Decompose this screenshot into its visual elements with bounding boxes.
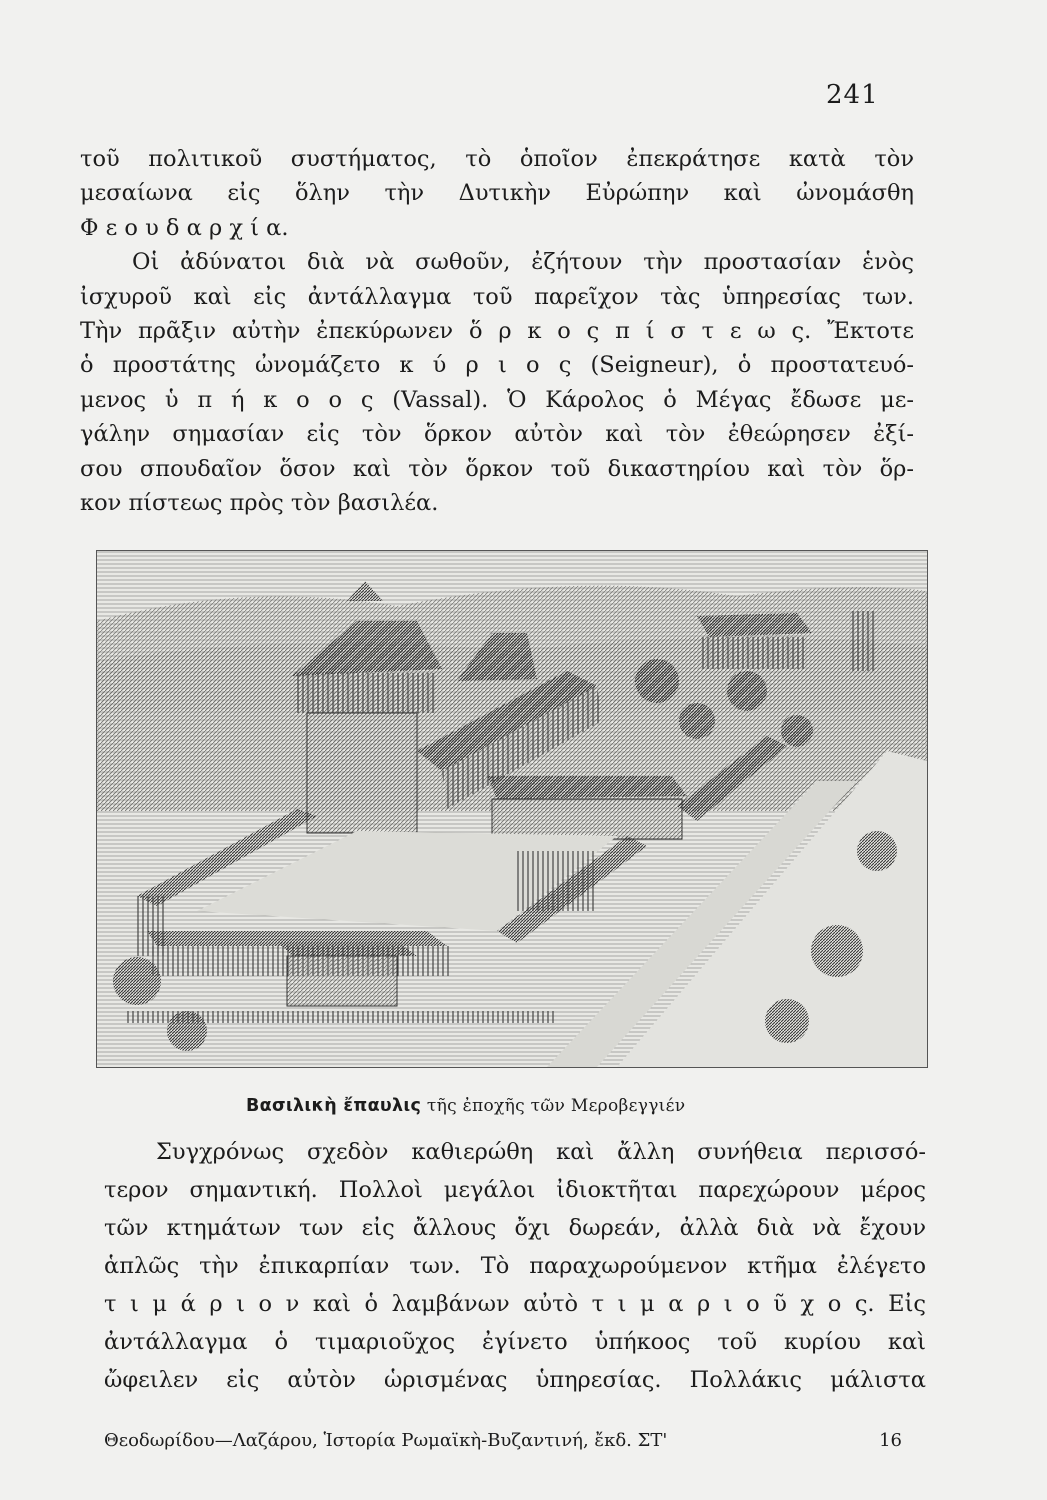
- caption-title: Βασιλικὴ ἔπαυλις: [246, 1096, 422, 1116]
- text-line: τοῦ πολιτικοῦ συστήματος, τὸ ὁποῖον ἐπεκράτησε κατὰ τὸν: [80, 146, 914, 172]
- text-line: ἰσχυροῦ καὶ εἰς ἀντάλλαγμα τοῦ παρεῖχον τὰς ὑπηρεσίας των.: [80, 283, 914, 310]
- top-text-block: [80, 142, 914, 520]
- page-footer: [104, 1430, 902, 1451]
- bottom-text-block: [104, 1133, 926, 1399]
- text-line: τ ι μ ά ρ ι ο ν καὶ ὁ λαμβάνων αὐτὸ τ ι μ α ρ ι ο ῦ χ ο ς. Εἰς: [104, 1291, 926, 1317]
- text-line: σου σπουδαῖον ὅσον καὶ τὸν ὅρκον τοῦ δικαστηρίου καὶ τὸν ὅρ-: [80, 455, 914, 482]
- text-line: ὁ προστάτης ὠνομάζετο κ ύ ρ ι ο ς (Seigneur), ὁ προστατευό-: [80, 352, 914, 379]
- text-line: Οἱ ἀδύνατοι διὰ νὰ σωθοῦν, ἐζήτουν τὴν προστασίαν ἑνὸς: [132, 249, 914, 276]
- text-line: Φ ε ο υ δ α ρ χ ί α.: [80, 214, 289, 241]
- text-line: ἁπλῶς τὴν ἐπικαρπίαν των. Τὸ παραχωρούμενον κτῆμα ἐλέγετο: [104, 1253, 926, 1279]
- text-line: μεσαίωνα εἰς ὅλην τὴν Δυτικὴν Εὐρώπην καὶ ὠνομάσθη: [80, 180, 914, 207]
- text-line: γάλην σημασίαν εἰς τὸν ὅρκον αὐτὸν καὶ τὸν ἐθεώρησεν ἐξί-: [80, 421, 914, 448]
- text-line: ἀντάλλαγμα ὁ τιμαριοῦχος ἐγίνετο ὑπήκοος τοῦ κυρίου καὶ: [104, 1329, 926, 1355]
- signature-number: 16: [879, 1430, 902, 1451]
- text-line: τῶν κτημάτων των εἰς ἄλλους ὄχι δωρεάν, ἀλλὰ διὰ νὰ ἔχουν: [104, 1215, 926, 1241]
- text-line: Τὴν πρᾶξιν αὐτὴν ἐπεκύρωνεν ὅ ρ κ ο ς π ί σ τ ε ω ς. Ἔκτοτε: [80, 318, 914, 345]
- caption-subtitle: τῆς ἐποχῆς τῶν Μεροβεγγιέν: [426, 1096, 686, 1116]
- footer-citation: Θεοδωρίδου—Λαζάρου, Ἱστορία Ρωμαϊκὴ-Βυζαντινή, ἔκδ. ΣΤ': [104, 1430, 668, 1451]
- villa-engraving: [96, 550, 928, 1068]
- text-line: μενος ὑ π ή κ ο ο ς (Vassal). Ὁ Κάρολος ὁ Μέγας ἔδωσε με-: [80, 386, 914, 413]
- text-line: Συγχρόνως σχεδὸν καθιερώθη καὶ ἄλλη συνήθεια περισσό-: [156, 1139, 926, 1165]
- text-line: κον πίστεως πρὸς τὸν βασιλέα.: [80, 490, 439, 517]
- text-line: τερον σημαντική. Πολλοὶ μεγάλοι ἰδιοκτῆται παρεχώρουν μέρος: [104, 1177, 926, 1203]
- figure-caption: [246, 1096, 685, 1116]
- text-line: ὤφειλεν εἰς αὐτὸν ὡρισμένας ὑπηρεσίας. Πολλάκις μάλιστα: [104, 1367, 926, 1393]
- page-number: 241: [826, 80, 879, 110]
